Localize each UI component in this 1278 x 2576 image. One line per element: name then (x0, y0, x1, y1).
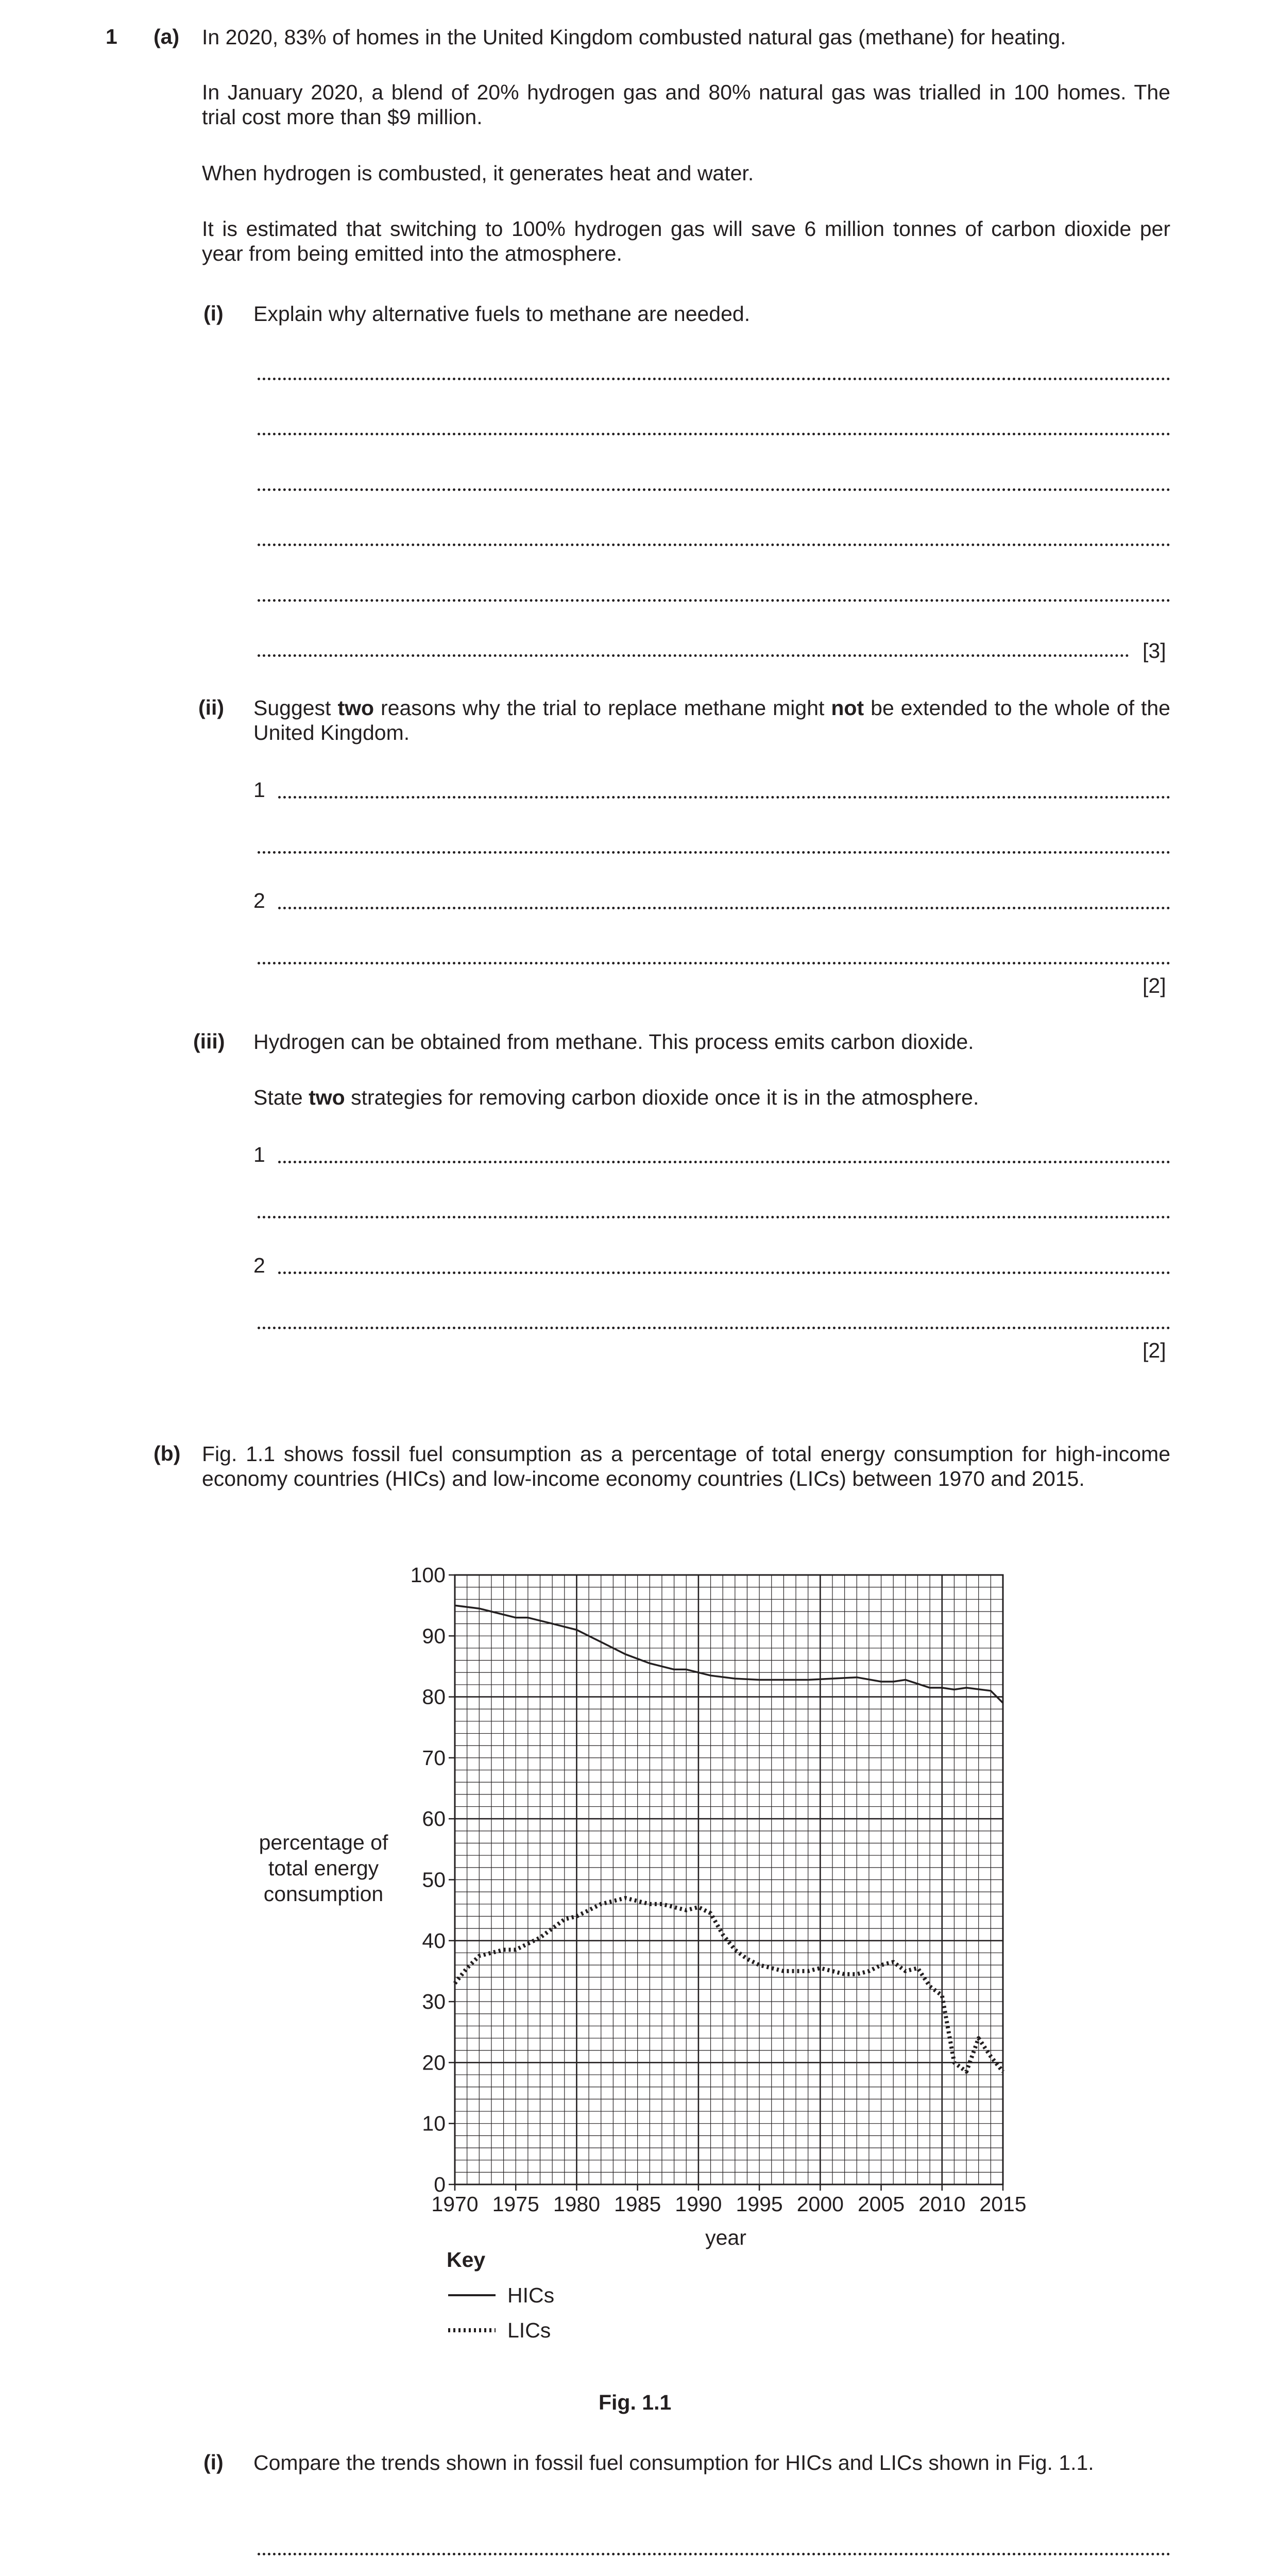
y-tick-label: 40 (422, 1928, 446, 1953)
y-axis-label-line-3: consumption (263, 1882, 384, 1906)
x-tick-label: 2000 (796, 2192, 844, 2216)
part-b-i-label: (i) (203, 2450, 224, 2474)
legend-title: Key (447, 2248, 486, 2272)
y-tick-label: 50 (422, 1868, 446, 1892)
x-tick-label: 1975 (492, 2192, 539, 2216)
legend-lics-label: LICs (507, 2318, 551, 2342)
y-tick-label: 10 (422, 2111, 446, 2136)
part-a-i-question: Explain why alternative fuels to methane are needed. (253, 302, 751, 326)
legend-hics-label: HICs (507, 2283, 555, 2307)
y-tick-label: 80 (422, 1685, 446, 1709)
part-a-ii-label: (ii) (198, 696, 225, 719)
y-tick-label: 70 (422, 1745, 446, 1770)
answer-number-2: 2 (253, 889, 265, 912)
series-line-lics (455, 1898, 1003, 2072)
x-axis-label: year (705, 2226, 746, 2249)
chart-ticks (411, 1563, 1027, 2216)
marks-allocation: [2] (1143, 1338, 1166, 1362)
question-number: 1 (106, 25, 117, 48)
chart-grid (455, 1575, 1003, 2184)
series-line-hics (455, 1605, 1003, 1703)
part-a-intro-1: In 2020, 83% of homes in the United Kingdom combusted natural gas (methane) for heating. (202, 25, 1066, 49)
marks-allocation: [2] (1143, 974, 1166, 997)
x-tick-label: 2015 (979, 2192, 1027, 2216)
x-tick-label: 1980 (553, 2192, 601, 2216)
y-tick-label: 30 (422, 1990, 446, 2014)
part-a-label: (a) (154, 25, 180, 48)
answer-number-2: 2 (253, 1253, 265, 1277)
y-tick-label: 0 (434, 2173, 446, 2196)
figure-caption: Fig. 1.1 (599, 2391, 672, 2414)
x-tick-label: 1995 (736, 2192, 783, 2216)
y-tick-label: 90 (422, 1624, 446, 1648)
answer-line[interactable] (258, 2553, 1170, 2555)
part-b-i-question: Compare the trends shown in fossil fuel consumption for HICs and LICs shown in Fig. 1.1. (253, 2451, 1094, 2475)
x-tick-label: 1985 (614, 2192, 661, 2216)
answer-number-1: 1 (253, 778, 265, 802)
answer-number-1: 1 (253, 1143, 265, 1166)
y-axis-label-line-2: total energy (268, 1856, 379, 1880)
part-a-intro-4: It is estimated that switching to 100% hydrogen gas will save 6 million tonnes of carbon dioxide per year from being emitted into the atmosphere. (202, 217, 1170, 265)
part-a-ii-question: Suggest two reasons why the trial to replace methane might not be extended to the whole of the United Kingdom. (253, 696, 1170, 744)
part-b-label: (b) (154, 1442, 181, 1465)
x-tick-label: 2010 (918, 2192, 966, 2216)
part-a-intro-3: When hydrogen is combusted, it generates heat and water. (202, 161, 754, 185)
x-tick-label: 2005 (857, 2192, 905, 2216)
part-a-intro-2: In January 2020, a blend of 20% hydrogen gas and 80% natural gas was trialled in 100 homes. The trial cost more than $9 million. (202, 80, 1170, 129)
marks-allocation: [3] (1143, 639, 1166, 663)
part-a-i-label: (i) (203, 301, 224, 325)
x-tick-label: 1990 (675, 2192, 722, 2216)
y-tick-label: 100 (410, 1563, 446, 1587)
part-a-iii-question: Hydrogen can be obtained from methane. This process emits carbon dioxide. (253, 1030, 974, 1054)
part-a-iii-instruction: State two strategies for removing carbon dioxide once it is in the atmosphere. (253, 1086, 979, 1109)
part-b-intro: Fig. 1.1 shows fossil fuel consumption as a percentage of total energy consumption for high-income economy countries (HICs) and low-income economy countries (LICs) between 1970 and 2015. (202, 1442, 1170, 1490)
y-tick-label: 60 (422, 1807, 446, 1831)
y-axis-label-line-1: percentage of (259, 1831, 388, 1854)
part-a-iii-label: (iii) (193, 1029, 225, 1053)
y-tick-label: 20 (422, 2050, 446, 2075)
x-tick-label: 1970 (431, 2192, 479, 2216)
